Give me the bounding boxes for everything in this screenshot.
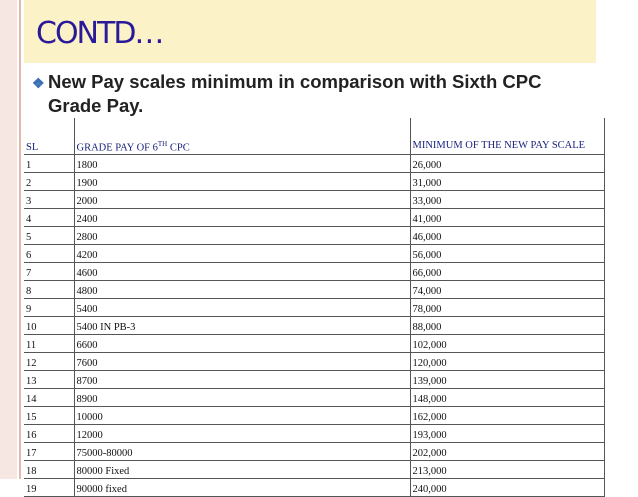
cell-minimum-pay: 120,000 <box>410 353 604 371</box>
bullet-point <box>32 70 602 118</box>
cell-minimum-pay: 78,000 <box>410 299 604 317</box>
cell-sl: 8 <box>24 281 74 299</box>
cell-minimum-pay: 102,000 <box>410 335 604 353</box>
cell-minimum-pay: 162,000 <box>410 407 604 425</box>
cell-minimum-pay: 88,000 <box>410 317 604 335</box>
header-grade-pay <box>74 118 410 155</box>
table-row <box>24 353 604 371</box>
table-row <box>24 191 604 209</box>
cell-sl: 19 <box>24 479 74 497</box>
cell-sl: 5 <box>24 227 74 245</box>
table-header-row <box>24 118 604 155</box>
cell-sl: 16 <box>24 425 74 443</box>
table-row <box>24 173 604 191</box>
pay-scale-table-container <box>24 118 604 497</box>
header-minimum-new-pay: MINIMUM OF THE NEW PAY SCALE <box>410 118 604 155</box>
table-row <box>24 227 604 245</box>
cell-minimum-pay: 41,000 <box>410 209 604 227</box>
cell-minimum-pay: 240,000 <box>410 479 604 497</box>
cell-grade-pay: 8700 <box>74 371 410 389</box>
bullet-text: New Pay scales minimum in comparison with Sixth CPC Grade Pay. <box>48 71 542 116</box>
cell-grade-pay: 1800 <box>74 155 410 173</box>
cell-minimum-pay: 31,000 <box>410 173 604 191</box>
cell-sl: 17 <box>24 443 74 461</box>
cell-minimum-pay: 74,000 <box>410 281 604 299</box>
table-row <box>24 263 604 281</box>
cell-grade-pay: 2800 <box>74 227 410 245</box>
cell-sl: 9 <box>24 299 74 317</box>
cell-sl: 12 <box>24 353 74 371</box>
diamond-bullet-icon: ❖ <box>32 75 45 91</box>
table-row <box>24 479 604 497</box>
cell-minimum-pay: 148,000 <box>410 389 604 407</box>
cell-minimum-pay: 202,000 <box>410 443 604 461</box>
cell-grade-pay: 4600 <box>74 263 410 281</box>
table-row <box>24 245 604 263</box>
cell-minimum-pay: 26,000 <box>410 155 604 173</box>
cell-grade-pay: 2000 <box>74 191 410 209</box>
cell-grade-pay: 4800 <box>74 281 410 299</box>
cell-grade-pay: 75000-80000 <box>74 443 410 461</box>
table-row <box>24 335 604 353</box>
table-row <box>24 407 604 425</box>
table-row <box>24 299 604 317</box>
cell-minimum-pay: 139,000 <box>410 371 604 389</box>
cell-grade-pay: 5400 IN PB-3 <box>74 317 410 335</box>
cell-minimum-pay: 46,000 <box>410 227 604 245</box>
cell-sl: 7 <box>24 263 74 281</box>
cell-grade-pay: 8900 <box>74 389 410 407</box>
cell-sl: 4 <box>24 209 74 227</box>
cell-grade-pay: 90000 fixed <box>74 479 410 497</box>
table-row <box>24 425 604 443</box>
cell-grade-pay: 7600 <box>74 353 410 371</box>
cell-sl: 13 <box>24 371 74 389</box>
table-row <box>24 461 604 479</box>
left-decorative-stripe <box>0 0 17 479</box>
cell-grade-pay: 10000 <box>74 407 410 425</box>
cell-grade-pay: 1900 <box>74 173 410 191</box>
cell-grade-pay: 12000 <box>74 425 410 443</box>
cell-minimum-pay: 213,000 <box>410 461 604 479</box>
table-row <box>24 389 604 407</box>
cell-minimum-pay: 33,000 <box>410 191 604 209</box>
header-grade-pay-sup: TH <box>157 139 168 148</box>
cell-sl: 10 <box>24 317 74 335</box>
table-body <box>24 155 604 497</box>
table-row <box>24 281 604 299</box>
cell-minimum-pay: 56,000 <box>410 245 604 263</box>
header-sl: SL <box>24 118 74 155</box>
slide-title: CONTD… <box>36 16 163 51</box>
table-row <box>24 443 604 461</box>
table-row <box>24 371 604 389</box>
cell-grade-pay: 6600 <box>74 335 410 353</box>
cell-grade-pay: 80000 Fixed <box>74 461 410 479</box>
cell-grade-pay: 4200 <box>74 245 410 263</box>
cell-minimum-pay: 193,000 <box>410 425 604 443</box>
left-decorative-line <box>19 0 21 479</box>
cell-sl: 6 <box>24 245 74 263</box>
table-row <box>24 317 604 335</box>
cell-sl: 2 <box>24 173 74 191</box>
cell-sl: 18 <box>24 461 74 479</box>
pay-scale-table <box>24 118 605 497</box>
cell-grade-pay: 2400 <box>74 209 410 227</box>
cell-grade-pay: 5400 <box>74 299 410 317</box>
table-row <box>24 155 604 173</box>
cell-sl: 14 <box>24 389 74 407</box>
table-row <box>24 209 604 227</box>
cell-minimum-pay: 66,000 <box>410 263 604 281</box>
cell-sl: 15 <box>24 407 74 425</box>
header-grade-pay-suffix: CPC <box>167 142 190 153</box>
header-grade-pay-prefix: GRADE PAY OF 6 <box>76 142 158 153</box>
cell-sl: 11 <box>24 335 74 353</box>
cell-sl: 1 <box>24 155 74 173</box>
cell-sl: 3 <box>24 191 74 209</box>
